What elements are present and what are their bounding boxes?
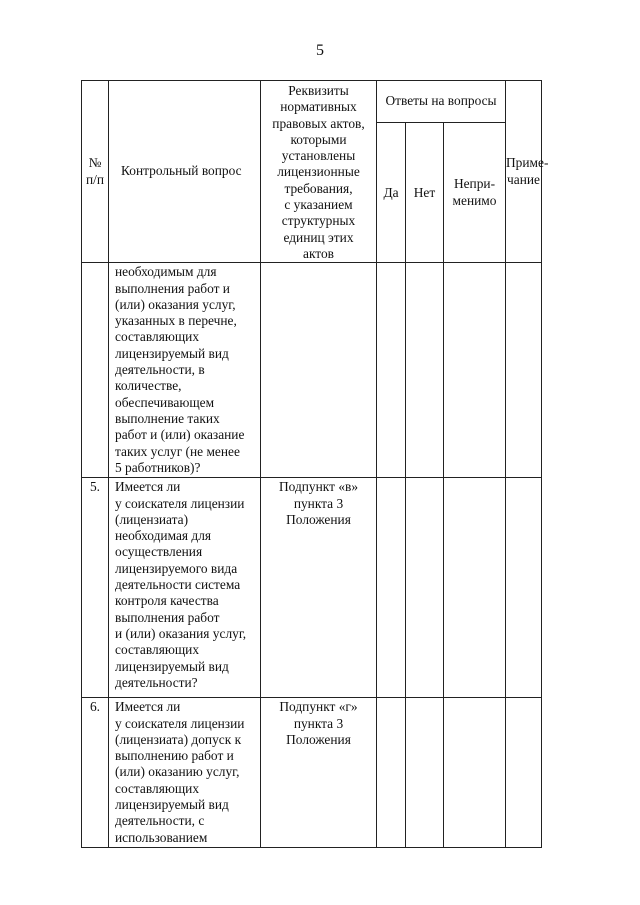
answer-no-cell bbox=[406, 698, 444, 848]
answer-no-cell bbox=[406, 478, 444, 698]
table-row bbox=[82, 263, 542, 478]
header-row-top bbox=[82, 81, 542, 123]
page-number: 5 bbox=[316, 42, 324, 59]
answer-yes-cell bbox=[377, 478, 406, 698]
table-row bbox=[82, 478, 542, 698]
row-number: 5. bbox=[82, 478, 109, 698]
requisites-cell bbox=[261, 263, 377, 478]
question-text: Имеется ли у соискателя лицензии (лицензиата) необходимая для осуществления лицензируемого вида деятельности система контроля качества выполнения работ и (или) оказания услуг, составляющих лицензируемый вид деятельности? bbox=[109, 478, 261, 698]
answer-yes-cell bbox=[377, 698, 406, 848]
requisites-cell: Подпункт «в» пункта 3 Положения bbox=[261, 478, 377, 698]
header-note: Приме- чание bbox=[506, 81, 542, 263]
header-not-applicable: Непри- менимо bbox=[444, 123, 506, 263]
row-number bbox=[82, 263, 109, 478]
row-number: 6. bbox=[82, 698, 109, 848]
table-row bbox=[82, 698, 542, 848]
answer-no-cell bbox=[406, 263, 444, 478]
answer-yes-cell bbox=[377, 263, 406, 478]
header-no: Нет bbox=[406, 123, 444, 263]
answer-not-applicable-cell bbox=[444, 478, 506, 698]
answer-not-applicable-cell bbox=[444, 263, 506, 478]
answer-not-applicable-cell bbox=[444, 698, 506, 848]
checklist-table bbox=[81, 80, 549, 848]
header-num: № п/п bbox=[82, 81, 109, 263]
note-cell bbox=[506, 698, 542, 848]
requisites-cell: Подпункт «г» пункта 3 Положения bbox=[261, 698, 377, 848]
question-text: Имеется ли у соискателя лицензии (лицензиата) допуск к выполнению работ и (или) оказанию услуг, составляющих лицензируемый вид деятельности, с использованием bbox=[109, 698, 261, 848]
header-question: Контрольный вопрос bbox=[109, 81, 261, 263]
note-cell bbox=[506, 478, 542, 698]
header-requisites: Реквизиты нормативных правовых актов, которыми установлены лицензионные требования, с указанием структурных единиц этих актов bbox=[261, 81, 377, 263]
header-yes: Да bbox=[377, 123, 406, 263]
header-answers-group: Ответы на вопросы bbox=[377, 81, 506, 123]
question-text: необходимым для выполнения работ и (или) оказания услуг, указанных в перечне, составляющих лицензируемый вид деятельности, в количестве, обеспечивающем выполнение таких работ и (или) оказание таких услуг (не менее 5 работников)? bbox=[109, 263, 261, 478]
note-cell bbox=[506, 263, 542, 478]
